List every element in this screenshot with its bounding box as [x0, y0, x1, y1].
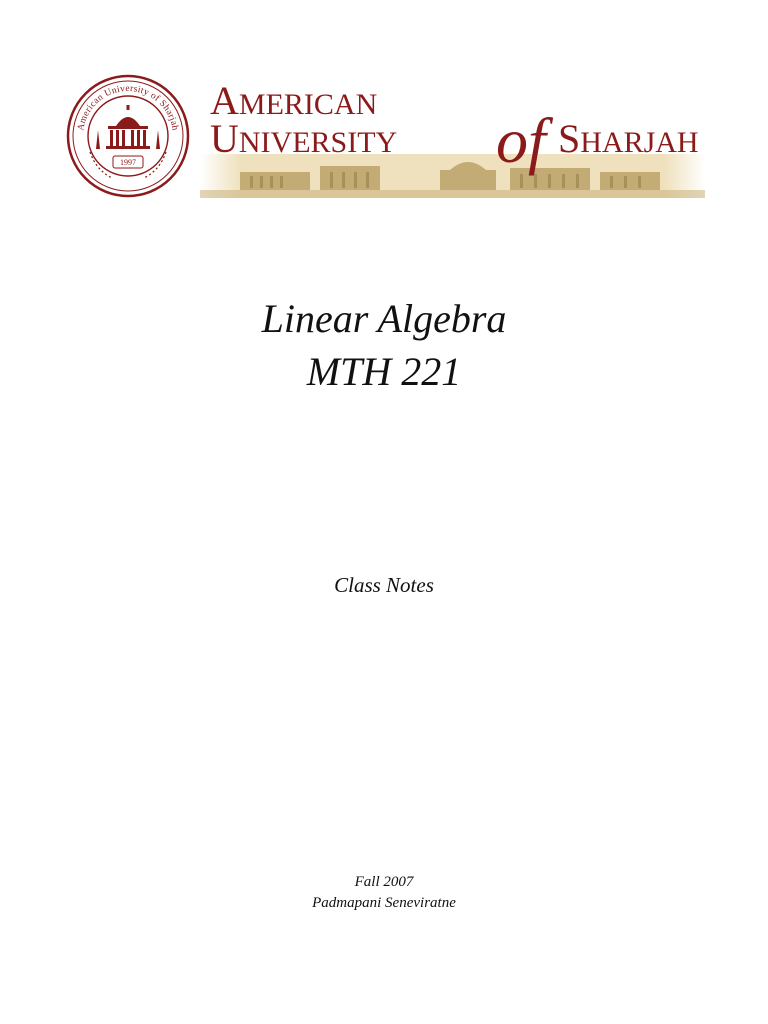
document-title: Linear Algebra: [261, 296, 507, 341]
university-header: [60, 74, 710, 206]
document-subtitle: Class Notes: [334, 573, 434, 597]
university-seal-logo: [66, 74, 190, 198]
course-code: MTH 221: [306, 349, 462, 394]
author-name: Padmapani Seneviratne: [312, 895, 456, 911]
svg-text:SHARJAH: SHARJAH: [558, 116, 699, 161]
seal-year: 1997: [120, 158, 136, 167]
svg-text:UNIVERSITY: UNIVERSITY: [210, 116, 398, 161]
university-wordmark-logo: [210, 78, 710, 188]
svg-text:of: of: [496, 105, 546, 176]
svg-text:AMERICAN: AMERICAN: [210, 78, 378, 123]
term-label: Fall 2007: [354, 874, 414, 890]
seal-ring-text: American University of Sharjah: [76, 83, 180, 132]
